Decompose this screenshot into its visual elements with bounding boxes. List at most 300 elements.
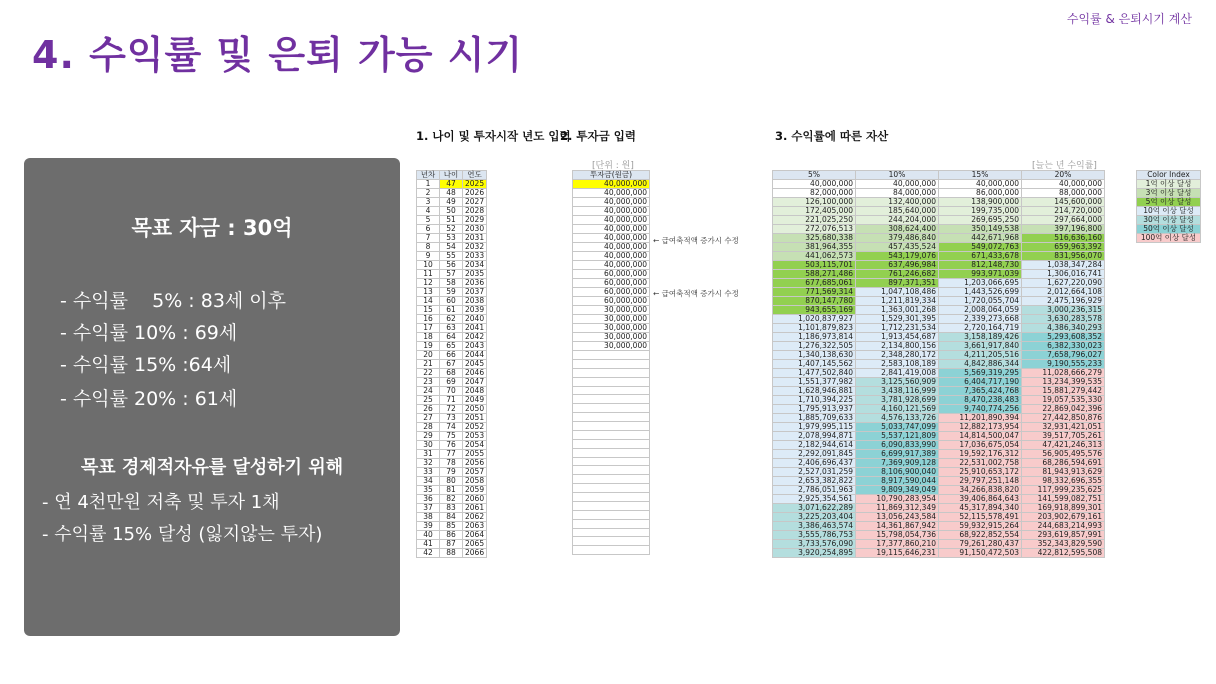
investment-cell[interactable] [573, 359, 650, 368]
asset-cell: 82,000,000 [773, 189, 856, 198]
year-cell: 2050 [463, 405, 487, 414]
asset-cell: 771,569,314 [773, 288, 856, 297]
asset-cell: 7,658,796,027 [1022, 351, 1105, 360]
color-legend [1136, 170, 1201, 243]
age-cell: 63 [440, 324, 463, 333]
asset-cell: 543,179,076 [856, 252, 939, 261]
investment-cell[interactable] [573, 430, 650, 439]
investment-cell[interactable] [573, 413, 650, 422]
asset-cell: 138,900,000 [939, 198, 1022, 207]
investment-cell[interactable]: 30,000,000 [573, 315, 650, 324]
age-cell: 87 [440, 540, 463, 549]
asset-cell: 2,182,944,614 [773, 441, 856, 450]
age-cell: 49 [440, 198, 463, 207]
year-count-cell: 11 [417, 270, 440, 279]
asset-cell: 244,683,214,993 [1022, 522, 1105, 531]
asset-cell: 1,477,502,840 [773, 369, 856, 378]
year-cell: 2031 [463, 234, 487, 243]
year-count-cell: 32 [417, 459, 440, 468]
year-cell: 2046 [463, 369, 487, 378]
year-cell: 2045 [463, 360, 487, 369]
year-cell: 2064 [463, 531, 487, 540]
age-cell: 64 [440, 333, 463, 342]
table-row [573, 404, 650, 413]
age-cell: 73 [440, 414, 463, 423]
asset-cell: 1,306,016,741 [1022, 270, 1105, 279]
asset-cell: 549,072,763 [939, 243, 1022, 252]
asset-cell: 943,655,169 [773, 306, 856, 315]
asset-cell: 441,062,573 [773, 252, 856, 261]
asset-cell: 516,636,160 [1022, 234, 1105, 243]
asset-cell: 132,400,000 [856, 198, 939, 207]
asset-cell: 68,922,852,554 [939, 531, 1022, 540]
asset-cell: 1,047,108,486 [856, 288, 939, 297]
age-cell: 77 [440, 450, 463, 459]
asset-cell: 56,905,495,576 [1022, 450, 1105, 459]
year-count-cell: 10 [417, 261, 440, 270]
age-cell: 55 [440, 252, 463, 261]
rate-10: - 수익률 10% : 69세 [60, 322, 238, 344]
age-cell: 84 [440, 513, 463, 522]
asset-cell: 221,025,250 [773, 216, 856, 225]
asset-cell: 17,377,860,210 [856, 540, 939, 549]
legend-item: 3억 이상 달성 [1137, 189, 1201, 198]
age-cell: 72 [440, 405, 463, 414]
asset-cell: 39,517,705,261 [1022, 432, 1105, 441]
asset-cell: 126,100,000 [773, 198, 856, 207]
asset-cell: 47,421,246,313 [1022, 441, 1105, 450]
asset-cell: 9,190,555,233 [1022, 360, 1105, 369]
asset-cell: 13,234,399,535 [1022, 378, 1105, 387]
asset-cell: 1,407,145,562 [773, 360, 856, 369]
year-count-cell: 20 [417, 351, 440, 360]
asset-cell: 325,680,338 [773, 234, 856, 243]
asset-cell: 3,630,283,578 [1022, 315, 1105, 324]
table-row [573, 413, 650, 422]
asset-cell: 3,781,928,699 [856, 396, 939, 405]
investment-cell[interactable]: 40,000,000 [573, 180, 650, 189]
asset-cell: 1,101,879,823 [773, 324, 856, 333]
asset-cell: 1,276,322,505 [773, 342, 856, 351]
asset-cell: 1,720,055,704 [939, 297, 1022, 306]
year-cell: 2032 [463, 243, 487, 252]
asset-cell: 379,486,840 [856, 234, 939, 243]
asset-cell: 3,225,203,404 [773, 513, 856, 522]
age-cell: 74 [440, 423, 463, 432]
asset-cell: 40,000,000 [773, 180, 856, 189]
asset-cell: 1,211,819,334 [856, 297, 939, 306]
table-row [573, 422, 650, 431]
age-cell: 71 [440, 396, 463, 405]
asset-cell: 5,033,747,099 [856, 423, 939, 432]
table-row [573, 377, 650, 386]
investment-cell[interactable] [573, 386, 650, 395]
legend-item: 100억 이상 달성 [1137, 234, 1201, 243]
year-cell: 2039 [463, 306, 487, 315]
table-row [573, 528, 650, 537]
header-invest: 투자금(원금) [573, 171, 650, 180]
year-count-cell: 33 [417, 468, 440, 477]
note-2: ← 급여축적액 증가시 수정 [653, 289, 739, 298]
investment-cell[interactable] [573, 546, 650, 555]
asset-cell: 7,369,909,128 [856, 459, 939, 468]
year-count-cell: 8 [417, 243, 440, 252]
year-count-cell: 14 [417, 297, 440, 306]
age-cell: 78 [440, 459, 463, 468]
year-count-cell: 17 [417, 324, 440, 333]
asset-cell: 81,943,913,629 [1022, 468, 1105, 477]
asset-cell: 3,386,463,574 [773, 522, 856, 531]
investment-cell[interactable]: 60,000,000 [573, 279, 650, 288]
investment-cell[interactable]: 40,000,000 [573, 198, 650, 207]
investment-cell[interactable]: 60,000,000 [573, 288, 650, 297]
age-cell: 59 [440, 288, 463, 297]
year-cell: 2029 [463, 216, 487, 225]
age-cell: 56 [440, 261, 463, 270]
table-row [573, 510, 650, 519]
year-count-cell: 40 [417, 531, 440, 540]
asset-cell: 3,071,622,289 [773, 504, 856, 513]
year-count-cell: 42 [417, 549, 440, 558]
legend-item: 1억 이상 달성 [1137, 180, 1201, 189]
investment-cell[interactable] [573, 519, 650, 528]
asset-cell: 17,036,675,054 [939, 441, 1022, 450]
investment-cell[interactable] [573, 368, 650, 377]
year-count-cell: 21 [417, 360, 440, 369]
section-1-label: 1. 나이 및 투자시작 년도 입력 [416, 129, 571, 143]
asset-cell: 1,020,837,927 [773, 315, 856, 324]
header-rate-5: 5% [773, 171, 856, 180]
legend-item: 5억 이상 달성 [1137, 198, 1201, 207]
asset-cell: 22,531,002,758 [939, 459, 1022, 468]
year-cell: 2042 [463, 333, 487, 342]
strategy-item-1: - 연 4천만원 저축 및 투자 1채 [42, 492, 280, 513]
asset-cell: 8,917,590,044 [856, 477, 939, 486]
asset-cell: 98,332,696,355 [1022, 477, 1105, 486]
investment-cell[interactable] [573, 422, 650, 431]
year-cell: 2066 [463, 549, 487, 558]
investment-cell[interactable]: 40,000,000 [573, 252, 650, 261]
asset-cell: 2,292,091,845 [773, 450, 856, 459]
investment-cell[interactable] [573, 510, 650, 519]
asset-cell: 59,932,915,264 [939, 522, 1022, 531]
table-row [573, 351, 650, 360]
header-rate-10: 10% [856, 171, 939, 180]
asset-cell: 11,028,666,279 [1022, 369, 1105, 378]
table-row [573, 466, 650, 475]
legend-title: Color Index [1137, 171, 1201, 180]
asset-cell: 4,386,340,293 [1022, 324, 1105, 333]
year-cell: 2049 [463, 396, 487, 405]
asset-cell: 9,740,774,256 [939, 405, 1022, 414]
asset-cell: 40,000,000 [939, 180, 1022, 189]
asset-cell: 10,790,283,954 [856, 495, 939, 504]
asset-cell: 659,963,392 [1022, 243, 1105, 252]
asset-cell: 269,695,250 [939, 216, 1022, 225]
asset-cell: 13,056,243,584 [856, 513, 939, 522]
asset-cell: 68,286,594,691 [1022, 459, 1105, 468]
age-cell: 61 [440, 306, 463, 315]
year-cell: 2026 [463, 189, 487, 198]
asset-cell: 40,000,000 [1022, 180, 1105, 189]
asset-cell: 244,204,000 [856, 216, 939, 225]
asset-table [772, 170, 1105, 558]
legend-item: 10억 이상 달성 [1137, 207, 1201, 216]
asset-cell: 79,261,280,437 [939, 540, 1022, 549]
investment-cell[interactable]: 60,000,000 [573, 297, 650, 306]
asset-cell: 1,529,301,395 [856, 315, 939, 324]
investment-cell[interactable] [573, 448, 650, 457]
rate-15: - 수익률 15% :64세 [60, 354, 232, 376]
section-3-label: 3. 수익률에 따른 자산 [775, 129, 889, 143]
asset-cell: 22,869,042,396 [1022, 405, 1105, 414]
year-count-cell: 38 [417, 513, 440, 522]
investment-cell[interactable]: 40,000,000 [573, 225, 650, 234]
asset-cell: 5,293,608,352 [1022, 333, 1105, 342]
header-rate-15: 15% [939, 171, 1022, 180]
asset-cell: 3,158,189,426 [939, 333, 1022, 342]
asset-cell: 272,076,513 [773, 225, 856, 234]
age-cell: 81 [440, 486, 463, 495]
asset-cell: 6,382,330,023 [1022, 342, 1105, 351]
asset-cell: 39,406,864,643 [939, 495, 1022, 504]
asset-cell: 761,246,682 [856, 270, 939, 279]
table-row [573, 475, 650, 484]
asset-cell: 2,583,108,189 [856, 360, 939, 369]
year-cell: 2063 [463, 522, 487, 531]
investment-cell[interactable]: 40,000,000 [573, 234, 650, 243]
table-row [573, 395, 650, 404]
asset-cell: 1,979,995,115 [773, 423, 856, 432]
corner-label: 수익률 & 은퇴시기 계산 [1066, 12, 1192, 26]
asset-cell: 831,956,070 [1022, 252, 1105, 261]
strategy-heading: 목표 경제적자유를 달성하기 위해 [80, 457, 344, 478]
year-count-cell: 16 [417, 315, 440, 324]
year-count-cell: 34 [417, 477, 440, 486]
year-cell: 2060 [463, 495, 487, 504]
age-year-table [416, 170, 487, 558]
asset-cell: 19,057,535,330 [1022, 396, 1105, 405]
asset-cell: 4,842,886,344 [939, 360, 1022, 369]
age-cell: 76 [440, 441, 463, 450]
asset-cell: 9,809,349,049 [856, 486, 939, 495]
year-cell: 2033 [463, 252, 487, 261]
age-cell: 58 [440, 279, 463, 288]
investment-cell[interactable]: 40,000,000 [573, 189, 650, 198]
table-row [417, 549, 487, 558]
asset-cell: 3,555,786,753 [773, 531, 856, 540]
asset-cell: 4,576,133,726 [856, 414, 939, 423]
asset-cell: 12,882,173,954 [939, 423, 1022, 432]
investment-cell[interactable] [573, 457, 650, 466]
age-cell: 70 [440, 387, 463, 396]
table-row [773, 549, 1105, 558]
investment-cell[interactable]: 30,000,000 [573, 306, 650, 315]
investment-cell[interactable]: 30,000,000 [573, 333, 650, 342]
table-row [573, 342, 650, 351]
asset-cell: 117,999,235,625 [1022, 486, 1105, 495]
asset-cell: 1,186,973,814 [773, 333, 856, 342]
asset-cell: 15,881,279,442 [1022, 387, 1105, 396]
strategy-item-2: - 수익률 15% 달성 (잃지않는 투자) [42, 524, 323, 545]
investment-cell[interactable] [573, 537, 650, 546]
asset-cell: 897,371,351 [856, 279, 939, 288]
age-cell: 54 [440, 243, 463, 252]
year-cell: 2040 [463, 315, 487, 324]
asset-cell: 6,404,717,190 [939, 378, 1022, 387]
investment-cell[interactable] [573, 395, 650, 404]
investment-cell[interactable] [573, 493, 650, 502]
year-count-cell: 1 [417, 180, 440, 189]
asset-cell: 350,149,538 [939, 225, 1022, 234]
asset-cell: 381,964,355 [773, 243, 856, 252]
asset-cell: 1,712,231,534 [856, 324, 939, 333]
year-count-cell: 41 [417, 540, 440, 549]
year-cell: 2034 [463, 261, 487, 270]
asset-cell: 29,797,251,148 [939, 477, 1022, 486]
asset-cell: 503,115,701 [773, 261, 856, 270]
investment-cell[interactable]: 40,000,000 [573, 243, 650, 252]
investment-cell[interactable] [573, 528, 650, 537]
investment-cell[interactable] [573, 475, 650, 484]
investment-cell[interactable]: 60,000,000 [573, 270, 650, 279]
asset-cell: 40,000,000 [856, 180, 939, 189]
year-cell: 2041 [463, 324, 487, 333]
age-cell: 79 [440, 468, 463, 477]
asset-cell: 3,920,254,895 [773, 549, 856, 558]
asset-cell: 14,814,500,047 [939, 432, 1022, 441]
asset-cell: 1,913,454,687 [856, 333, 939, 342]
page-title: 4. 수익률 및 은퇴 가능 시기 [32, 33, 524, 77]
investment-cell[interactable]: 40,000,000 [573, 261, 650, 270]
asset-cell: 308,624,400 [856, 225, 939, 234]
year-cell: 2048 [463, 387, 487, 396]
asset-cell: 1,551,377,982 [773, 378, 856, 387]
year-count-cell: 25 [417, 396, 440, 405]
asset-cell: 3,000,236,315 [1022, 306, 1105, 315]
asset-cell: 6,090,833,990 [856, 441, 939, 450]
asset-cell: 3,125,560,909 [856, 378, 939, 387]
goal-text: 목표 자금 : 30억 [131, 216, 293, 240]
asset-cell: 11,869,312,349 [856, 504, 939, 513]
year-count-cell: 39 [417, 522, 440, 531]
investment-cell[interactable] [573, 404, 650, 413]
asset-cell: 2,008,064,059 [939, 306, 1022, 315]
asset-cell: 91,150,472,503 [939, 549, 1022, 558]
rate-20: - 수익률 20% : 61세 [60, 388, 238, 410]
year-count-cell: 27 [417, 414, 440, 423]
year-cell: 2025 [463, 180, 487, 189]
investment-cell[interactable]: 40,000,000 [573, 207, 650, 216]
year-count-cell: 12 [417, 279, 440, 288]
investment-cell[interactable] [573, 466, 650, 475]
asset-cell: 352,343,829,590 [1022, 540, 1105, 549]
table-row [573, 519, 650, 528]
year-cell: 2051 [463, 414, 487, 423]
year-count-cell: 6 [417, 225, 440, 234]
age-cell: 52 [440, 225, 463, 234]
asset-cell: 86,000,000 [939, 189, 1022, 198]
investment-cell[interactable]: 30,000,000 [573, 324, 650, 333]
age-cell: 80 [440, 477, 463, 486]
asset-cell: 141,599,082,751 [1022, 495, 1105, 504]
year-cell: 2061 [463, 504, 487, 513]
asset-cell: 2,925,354,561 [773, 495, 856, 504]
asset-cell: 1,627,220,090 [1022, 279, 1105, 288]
section-2-label: 2. 투자금 입력 [560, 129, 636, 143]
year-count-cell: 36 [417, 495, 440, 504]
asset-cell: 3,661,917,840 [939, 342, 1022, 351]
asset-cell: 442,671,968 [939, 234, 1022, 243]
year-count-cell: 37 [417, 504, 440, 513]
age-cell: 69 [440, 378, 463, 387]
year-count-cell: 4 [417, 207, 440, 216]
asset-cell: 812,148,730 [939, 261, 1022, 270]
asset-cell: 5,537,121,809 [856, 432, 939, 441]
investment-cell[interactable]: 30,000,000 [573, 342, 650, 351]
asset-cell: 2,475,196,929 [1022, 297, 1105, 306]
asset-cell: 2,012,664,108 [1022, 288, 1105, 297]
asset-cell: 1,628,946,881 [773, 387, 856, 396]
asset-cell: 11,201,890,394 [939, 414, 1022, 423]
age-cell: 68 [440, 369, 463, 378]
asset-cell: 145,600,000 [1022, 198, 1105, 207]
year-count-cell: 31 [417, 450, 440, 459]
year-cell: 2057 [463, 468, 487, 477]
year-cell: 2038 [463, 297, 487, 306]
year-count-cell: 7 [417, 234, 440, 243]
investment-cell[interactable] [573, 377, 650, 386]
investment-cell[interactable] [573, 501, 650, 510]
investment-cell[interactable] [573, 351, 650, 360]
asset-cell: 2,339,273,668 [939, 315, 1022, 324]
asset-cell: 2,406,696,437 [773, 459, 856, 468]
age-cell: 47 [440, 180, 463, 189]
year-cell: 2036 [463, 279, 487, 288]
year-cell: 2065 [463, 540, 487, 549]
asset-cell: 84,000,000 [856, 189, 939, 198]
asset-cell: 19,115,646,231 [856, 549, 939, 558]
year-count-cell: 15 [417, 306, 440, 315]
asset-cell: 297,664,000 [1022, 216, 1105, 225]
asset-cell: 671,433,678 [939, 252, 1022, 261]
age-cell: 60 [440, 297, 463, 306]
investment-cell[interactable] [573, 439, 650, 448]
year-cell: 2059 [463, 486, 487, 495]
asset-cell: 8,106,900,040 [856, 468, 939, 477]
age-cell: 66 [440, 351, 463, 360]
asset-cell: 2,527,031,259 [773, 468, 856, 477]
asset-cell: 52,115,578,491 [939, 513, 1022, 522]
asset-cell: 185,640,000 [856, 207, 939, 216]
asset-cell: 32,931,421,051 [1022, 423, 1105, 432]
age-cell: 67 [440, 360, 463, 369]
investment-cell[interactable]: 40,000,000 [573, 216, 650, 225]
asset-cell: 4,160,121,569 [856, 405, 939, 414]
table-row [573, 368, 650, 377]
asset-cell: 870,147,780 [773, 297, 856, 306]
year-count-cell: 3 [417, 198, 440, 207]
year-cell: 2047 [463, 378, 487, 387]
investment-cell[interactable] [573, 484, 650, 493]
asset-cell: 1,885,709,633 [773, 414, 856, 423]
summary-panel [24, 158, 400, 636]
asset-cell: 19,592,176,312 [939, 450, 1022, 459]
table-row [573, 448, 650, 457]
age-cell: 75 [440, 432, 463, 441]
year-count-cell: 5 [417, 216, 440, 225]
year-count-cell: 18 [417, 333, 440, 342]
